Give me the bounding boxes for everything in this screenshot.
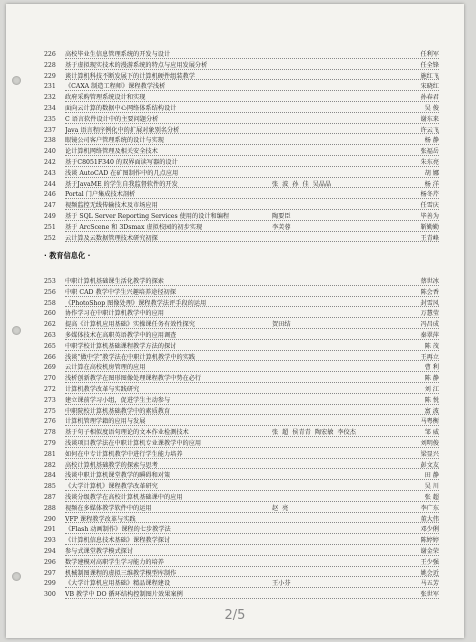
page-number: 252: [44, 234, 56, 242]
page-number: 266: [44, 353, 56, 361]
author-name: 刘 江: [424, 385, 439, 393]
toc-row: [44, 50, 439, 61]
toc-row: [44, 201, 439, 212]
article-title: 多媒体技术在高职英语教学中的应用调查: [65, 331, 177, 339]
article-title: Portal 门户集成技术剖析: [65, 191, 136, 199]
article-title: 《PhotoShop 图像处理》课程教学法评手段的运用: [65, 299, 207, 307]
toc-row: [44, 396, 439, 407]
page-number: 240: [44, 148, 56, 156]
author-name: 万慧莹: [420, 310, 439, 318]
article-title: 计算机管理学籍的应用与发展: [65, 418, 146, 426]
author-name: 毕善为: [420, 212, 439, 220]
author-name: 靳勤勤: [420, 223, 439, 231]
toc-row: [44, 147, 439, 158]
co-authors: 贺田结: [272, 321, 291, 329]
author-name: 杨冬芹: [420, 191, 439, 199]
article-title: Java 语言程序例化中的扩展对象别名分析: [65, 126, 180, 134]
article-title: 《计算机信息技术基础》课程教学探讨: [65, 537, 171, 545]
author-name: 任全锋: [420, 61, 439, 69]
toc-row: [44, 320, 439, 331]
page-number: 262: [44, 321, 56, 329]
toc-row: [44, 374, 439, 385]
page-number: 276: [44, 418, 56, 426]
page-number: 237: [44, 126, 56, 134]
toc-row: [44, 428, 439, 439]
article-title: 中职计算机基础课生活化教学的探索: [65, 278, 164, 285]
page-number: 287: [44, 493, 56, 501]
author-name: 胡 娜: [424, 169, 439, 177]
article-title: 论计算机网络管理及相关安全技术: [65, 148, 158, 156]
page-number: 290: [44, 515, 56, 523]
page-number: 284: [44, 472, 56, 480]
toc-row: [44, 461, 439, 472]
author-name: 许云飞: [420, 126, 439, 134]
article-title: 中职 CAD 教学中学生兴趣培养途径初探: [65, 288, 176, 296]
co-authors: 张 超 侯青青 陶宏敏 李佼杰: [272, 429, 356, 437]
article-title: 计算机教学改革与实践研究: [65, 385, 140, 393]
toc-row: [44, 515, 439, 526]
toc-row: [44, 536, 439, 547]
toc-row: [44, 407, 439, 418]
page-number: 265: [44, 342, 56, 350]
section-heading: · 教育信息化 ·: [44, 251, 91, 260]
author-name: 任利军: [420, 51, 439, 58]
page-number: 281: [44, 450, 56, 458]
toc-row: [44, 180, 439, 191]
toc-row: [44, 590, 439, 601]
author-name: 王青峰: [420, 234, 439, 242]
author-name: 冯昌成: [420, 321, 439, 329]
page-number: 296: [44, 558, 56, 566]
page-number: 253: [44, 278, 56, 285]
author-name: 秦翠萍: [420, 331, 439, 339]
article-title: VB 教学中 DO 循环结构控制图片效果案例: [65, 591, 183, 599]
toc-row: [44, 493, 439, 504]
page-number: 256: [44, 288, 56, 296]
author-name: 刘明俊: [420, 439, 439, 447]
toc-row: [44, 342, 439, 353]
toc-row: [44, 158, 439, 169]
page-number: 279: [44, 439, 56, 447]
author-name: 谢金荣: [420, 547, 439, 555]
article-title: 浅析创新教学在图形图像处理课程教学中势在必行: [65, 375, 202, 383]
author-name: 谢东来: [420, 115, 439, 123]
toc-row: [44, 309, 439, 320]
article-title: 政府采购管理系统设计和实现: [65, 94, 146, 102]
page-number: 299: [44, 580, 56, 588]
author-name: 杨 洋: [424, 180, 439, 188]
article-title: 协作学习在中职计算机教学中的应用: [65, 310, 164, 318]
toc-row: [44, 82, 439, 93]
toc-row: [44, 385, 439, 396]
co-authors: 张 波 孙 佳 吴晶晶: [272, 180, 332, 188]
author-name: 宋晓红: [420, 83, 439, 91]
page-number: 285: [44, 483, 56, 491]
author-name: 陈会香: [420, 288, 439, 296]
page-number: 270: [44, 375, 56, 383]
toc-row: [44, 558, 439, 569]
article-title: 高校计算机基础教学的探索与思考: [65, 461, 158, 469]
page-number: 226: [44, 51, 56, 58]
article-title: 中职学校计算机基础课程教学方法的探讨: [65, 342, 177, 350]
author-name: 马粤衡: [420, 418, 439, 426]
toc-row: [44, 299, 439, 310]
page-number: 258: [44, 299, 56, 307]
page-number: 300: [44, 591, 56, 599]
toc-row: [44, 72, 439, 83]
article-title: 视频在多媒体教学软件中的运用: [65, 504, 152, 512]
author-name: 王少强: [420, 558, 439, 566]
toc-row: [44, 61, 439, 72]
author-name: 孙春君: [420, 94, 439, 102]
author-name: 田 静: [424, 472, 439, 480]
page-number: 243: [44, 169, 56, 177]
author-name: 吴 俊: [424, 104, 439, 112]
article-title: 《大学计算机应用基础》精品课程建设: [65, 580, 171, 588]
article-title: 机械制图课程的虚拟三维教学模型库制作: [65, 569, 177, 577]
author-name: 董大伟: [420, 515, 439, 523]
co-authors: 王小芬: [272, 580, 291, 588]
author-name: 梁显兴: [420, 450, 439, 458]
toc-row: [44, 169, 439, 180]
author-name: 彭文友: [420, 461, 439, 469]
article-title: 谈计算机科技不断发展下的计算机硬件组装教学: [65, 72, 195, 80]
toc-row: [44, 525, 439, 536]
article-title: 基于C8051F340 的双界面读写器的设计: [65, 158, 178, 166]
toc-row: [44, 547, 439, 558]
toc-row: [44, 504, 439, 515]
article-title: 云计算及云数据管理技术研究初探: [65, 234, 158, 242]
author-name: 朱东亮: [420, 158, 439, 166]
co-authors: 陶要臣: [272, 212, 291, 220]
article-title: 建立课前学习小组，促进学生主动参与: [65, 396, 171, 404]
page-number: 293: [44, 537, 56, 545]
article-title: 《CAXA 制造工程师》课程教学浅析: [65, 83, 166, 91]
page-number: 229: [44, 72, 56, 80]
author-name: 施红飞: [420, 72, 439, 80]
article-title: 基于 SQL Server Reporting Services 使用的设计和编程: [65, 212, 230, 220]
page-number: 242: [44, 158, 56, 166]
page-indicator: 2/5: [224, 608, 246, 623]
author-name: 邓少俐: [420, 526, 439, 534]
toc-row: [44, 288, 439, 299]
author-name: 陈 茂: [424, 342, 439, 350]
author-name: 吴 川: [424, 483, 439, 491]
page-number: 275: [44, 407, 56, 415]
toc-row: [44, 363, 439, 374]
page-number: 235: [44, 115, 56, 123]
punch-hole: [12, 572, 21, 581]
author-name: 富 波: [424, 407, 439, 415]
page-number: 246: [44, 191, 56, 199]
article-title: 浅谈中职计算机课堂教学的瞬碍和对策: [65, 472, 171, 480]
article-title: 基于句子相似度语句理论的文本作业检测技术: [65, 429, 189, 437]
article-title: 如何在中专计算机教学中进行学生能力培养: [65, 450, 183, 458]
page-number: 288: [44, 504, 56, 512]
toc-row: [44, 579, 439, 590]
co-authors: 赵 亮: [272, 504, 289, 512]
article-title: 浅谈分级教学在高校计算机基础课中的应用: [65, 493, 183, 501]
author-name: 张 超: [424, 493, 439, 501]
punch-hole: [12, 326, 21, 335]
author-name: 张福岳: [420, 148, 439, 156]
toc-row: [44, 234, 439, 245]
toc-row: [44, 331, 439, 342]
article-title: 浅谈 AutoCAD 在矿图制作中的几点应用: [65, 169, 179, 177]
article-title: 云计算在高校机房管理的应用: [65, 364, 146, 372]
page-number: 272: [44, 385, 56, 393]
author-name: 邹 威: [424, 429, 439, 437]
article-title: C 语言软件设计中的主要问题分析: [65, 115, 159, 123]
author-name: 姚会近: [420, 569, 439, 577]
page-number: 247: [44, 202, 56, 210]
page-number: 244: [44, 180, 56, 188]
page-number: 260: [44, 310, 56, 318]
article-title: 提高《计算机应用基础》实操课任务有效性探究: [65, 321, 195, 329]
author-name: 马五芳: [420, 580, 439, 588]
page-number: 238: [44, 137, 56, 145]
page-number: 269: [44, 364, 56, 372]
author-name: 杨 静: [424, 137, 439, 145]
toc-section-1: [44, 50, 439, 244]
document-page: [6, 4, 464, 638]
article-title: 基于JavaME 的学生自我监督软件的开发: [65, 180, 178, 188]
page-number: 228: [44, 61, 56, 69]
article-title: 参与式课堂教学模式探讨: [65, 547, 134, 555]
toc-row: [44, 439, 439, 450]
page-number: 251: [44, 223, 56, 231]
toc-row: [44, 104, 439, 115]
toc-row: [44, 190, 439, 201]
toc-row: [44, 212, 439, 223]
author-name: 封雪风: [420, 299, 439, 307]
author-name: 曹 利: [424, 364, 439, 372]
toc-row: [44, 353, 439, 364]
toc-row: [44, 115, 439, 126]
author-name: 陈婷婷: [420, 537, 439, 545]
article-title: 面向云计算的数据中心网络体系结构设计: [65, 104, 177, 112]
author-name: 李广东: [420, 504, 439, 512]
author-name: 任雪庆: [420, 202, 439, 210]
author-name: 张世军: [420, 591, 439, 599]
toc-row: [44, 223, 439, 234]
article-title: 数学建模对高职学生学习能力的培养: [65, 558, 164, 566]
article-title: 视频监控无线传输技术及市场应用: [65, 202, 158, 210]
toc-row: [44, 417, 439, 428]
article-title: 浅谈“做中学”教学法在中职计算机教学中的实践: [65, 353, 196, 361]
author-name: 陈 静: [424, 375, 439, 383]
punch-hole: [12, 76, 21, 85]
page-number: 249: [44, 212, 56, 220]
article-title: 基于虚拟现实技术的漫游系统的特点与应用发展分析: [65, 61, 208, 69]
co-authors: 李芙蓉: [272, 223, 291, 231]
toc-row: [44, 126, 439, 137]
toc-row: [44, 450, 439, 461]
article-title: 浅谈项目教学法在中职计算机专业课教学中的应用: [65, 439, 202, 447]
page-number: 231: [44, 83, 56, 91]
article-title: 高校毕业生信息管理系统的开发与设计: [65, 51, 171, 58]
author-name: 王再立: [420, 353, 439, 361]
toc-row: [44, 93, 439, 104]
page-number: 297: [44, 569, 56, 577]
article-title: 中职院校计算机基础教学中的素质教育: [65, 407, 171, 415]
toc-section-2: [44, 277, 439, 601]
page-number: 232: [44, 94, 56, 102]
article-title: 眼镜公司客户管理系统的设计与实现: [65, 137, 164, 145]
article-title: 基于 ArcScene 和 3Dsmax 虚拟校园的初步实现: [65, 223, 203, 231]
page-number: 282: [44, 461, 56, 469]
page-number: 234: [44, 104, 56, 112]
toc-row: [44, 482, 439, 493]
author-name: 蔡世冰: [420, 278, 439, 285]
page-number: 273: [44, 396, 56, 404]
page-number: 278: [44, 429, 56, 437]
article-title: 《大学计算机》课程教学改革研究: [65, 483, 158, 491]
article-title: 《Flash 动画制作》课程的七步教学法: [65, 526, 171, 534]
page-number: 291: [44, 526, 56, 534]
page-number: 294: [44, 547, 56, 555]
toc-row: [44, 569, 439, 580]
toc-row: [44, 136, 439, 147]
author-name: 陈 悦: [424, 396, 439, 404]
toc-row: [44, 277, 439, 288]
page-number: 263: [44, 331, 56, 339]
article-title: VFP 课程教学改革与实践: [65, 515, 136, 523]
toc-row: [44, 471, 439, 482]
